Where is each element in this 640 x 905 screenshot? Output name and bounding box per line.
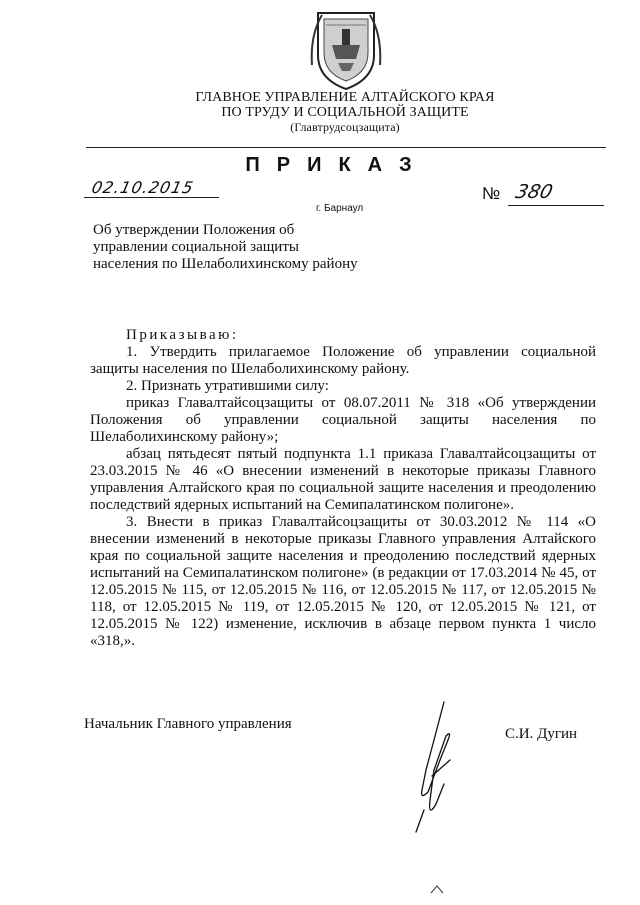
number-underline: [508, 205, 604, 206]
signatory-role: Начальник Главного управления: [84, 716, 292, 732]
paragraph-2: 2. Признать утратившими силу:: [126, 378, 329, 394]
paragraph-1: 1. Утвердить прилагаемое Положение об управлении социальной защиты населения по Шелаболихинскому району.: [90, 344, 596, 377]
handwritten-signature: [404, 700, 464, 840]
coat-of-arms-emblem: [308, 5, 384, 91]
paragraph-2b: абзац пятьдесят пятый подпункта 1.1 приказа Главалтайсоцзащиты от 23.03.2015 № 46 «О внесении изменений в некоторые приказы Главного управления Алтайского края по социальной защите населения и преодолению последствий ядерных испытаний на Семипалатинском полигоне».: [90, 446, 596, 513]
footer-mark: [430, 884, 444, 894]
city-label: г. Барнаул: [316, 203, 364, 214]
order-subject: Об утверждении Положения об управлении социальной защиты населения по Шелаболихинскому району: [93, 222, 358, 272]
organization-header: [150, 90, 540, 135]
number-label: №: [482, 184, 501, 203]
header-divider: [86, 147, 606, 148]
org-name-line2: ПО ТРУДУ И СОЦИАЛЬНОЙ ЗАЩИТЕ: [221, 105, 469, 120]
order-keyword: Приказываю:: [126, 327, 239, 343]
signatory-name: С.И. Дугин: [505, 726, 578, 742]
document-title: ПРИКАЗ: [245, 154, 429, 176]
org-name-line1: ГЛАВНОЕ УПРАВЛЕНИЕ АЛТАЙСКОГО КРАЯ: [195, 90, 495, 105]
paragraph-3: 3. Внести в приказ Главалтайсоцзащиты от 30.03.2012 № 114 «О внесении изменений в некоторые приказы Главного управления Алтайского края по социальной защите населения и преодолению последствий ядерных испытаний на Семипалатинском полигоне» (в редакции от 17.03.2014 № 45, от 12.05.2015 № 115, от 12.05.2015 № 116, от 12.05.2015 № 117, от 12.05.2015 № 118, от 12.05.2015 № 119, от 12.05.2015 № 120, от 12.05.2015 № 121, от 12.05.2015 № 122) изменение, исключив в абзаце первом пункта 1 число «318,».: [90, 514, 596, 649]
paragraph-2a: приказ Главалтайсоцзащиты от 08.07.2011 № 318 «Об утверждении Положения об управлении социальной защиты населения по Шелаболихинскому району»;: [90, 395, 596, 445]
handwritten-date: 02.10.2015: [89, 178, 196, 197]
date-underline: [84, 197, 219, 198]
handwritten-number: 380: [513, 181, 556, 203]
org-short-name: (Главтрудсоцзащита): [290, 120, 400, 134]
order-body: [90, 327, 596, 650]
